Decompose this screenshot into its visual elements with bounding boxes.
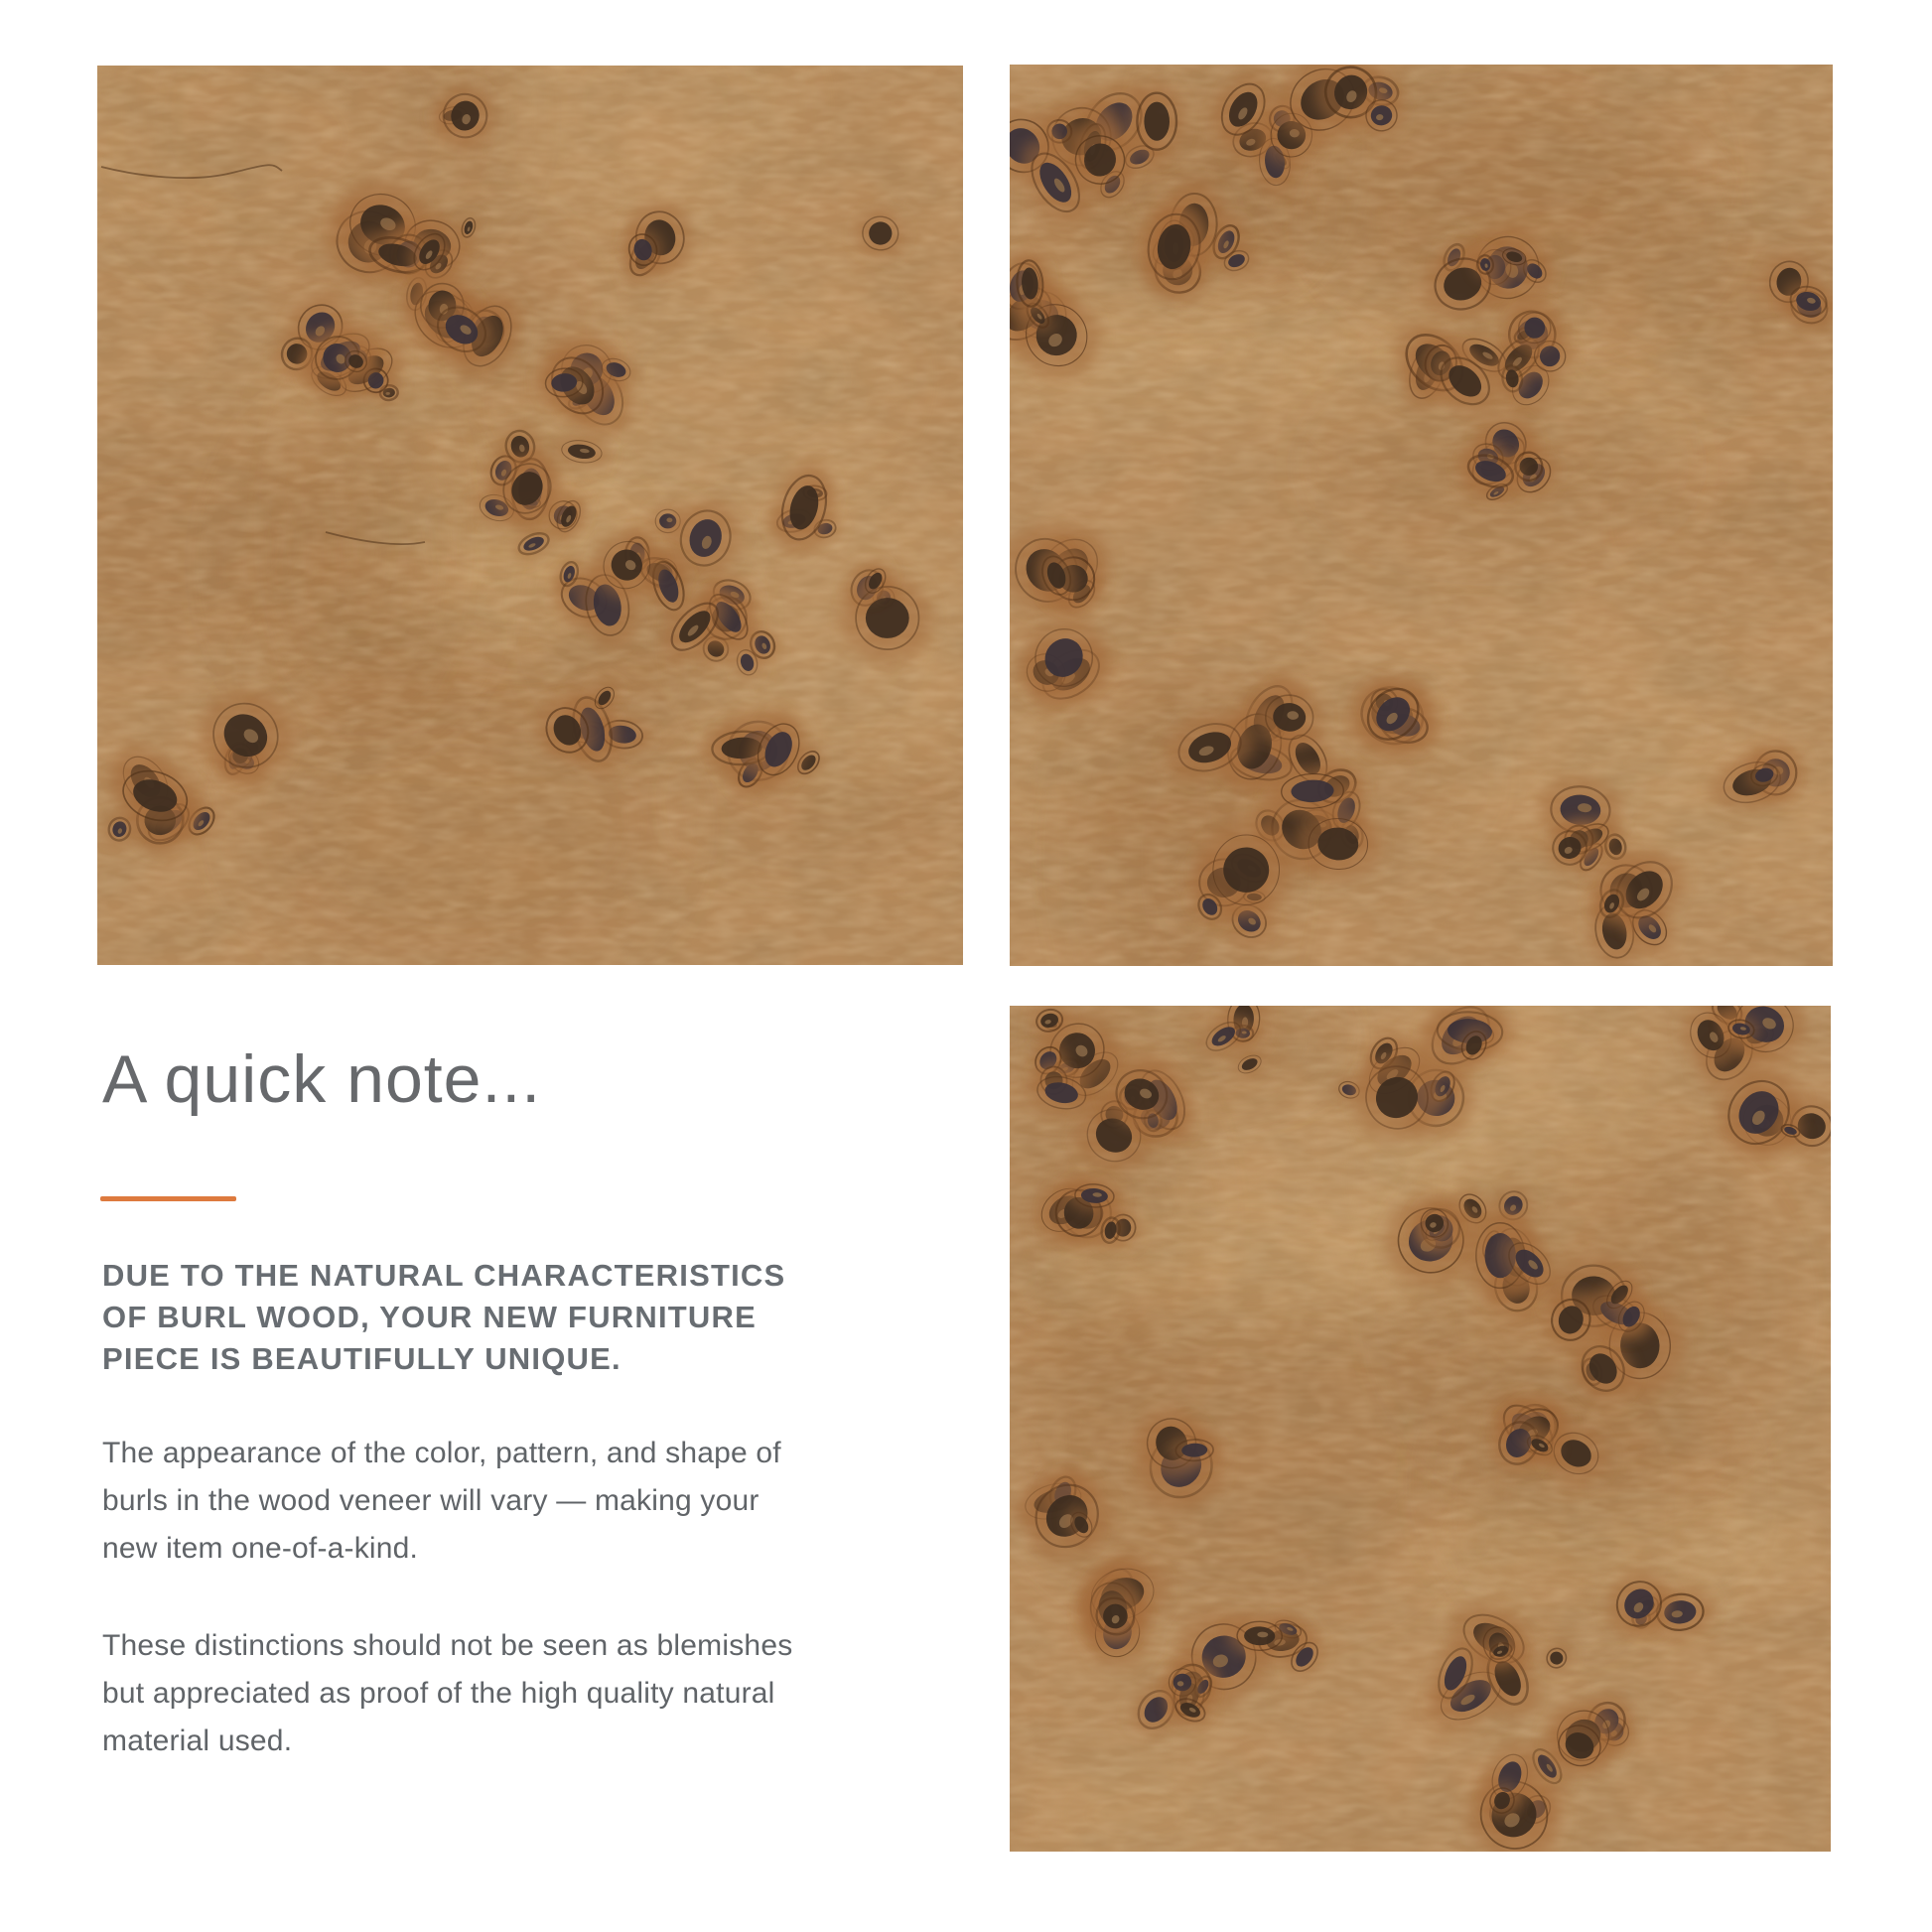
note-lead-line-1: DUE TO THE NATURAL CHARACTERISTICS bbox=[102, 1258, 786, 1293]
burl-wood-texture-art bbox=[1010, 65, 1833, 966]
note-lead-line-3: PIECE IS BEAUTIFULLY UNIQUE. bbox=[102, 1341, 621, 1376]
note-lead-line-2: OF BURL WOOD, YOUR NEW FURNITURE bbox=[102, 1300, 757, 1334]
paragraph-line: but appreciated as proof of the high quality natural bbox=[102, 1677, 775, 1710]
burl-wood-texture-art bbox=[1010, 1006, 1831, 1852]
burl-wood-texture-art bbox=[97, 66, 963, 965]
note-paragraph-1 bbox=[102, 1430, 857, 1573]
paragraph-line: burls in the wood veneer will vary — making your bbox=[102, 1484, 759, 1517]
note-paragraph-2 bbox=[102, 1622, 857, 1765]
paragraph-line: new item one-of-a-kind. bbox=[102, 1532, 419, 1565]
paragraph-line: material used. bbox=[102, 1725, 293, 1757]
burl-wood-photo-3 bbox=[1010, 1006, 1831, 1852]
note-heading: A quick note... bbox=[102, 1041, 542, 1117]
note-lead bbox=[102, 1255, 857, 1380]
note-block bbox=[102, 1042, 857, 1765]
paragraph-line: These distinctions should not be seen as blemishes bbox=[102, 1629, 793, 1662]
orange-divider bbox=[100, 1196, 236, 1201]
burl-wood-photo-2 bbox=[1010, 65, 1833, 966]
paragraph-line: The appearance of the color, pattern, and shape of bbox=[102, 1437, 781, 1469]
burl-wood-photo-1 bbox=[97, 66, 963, 965]
